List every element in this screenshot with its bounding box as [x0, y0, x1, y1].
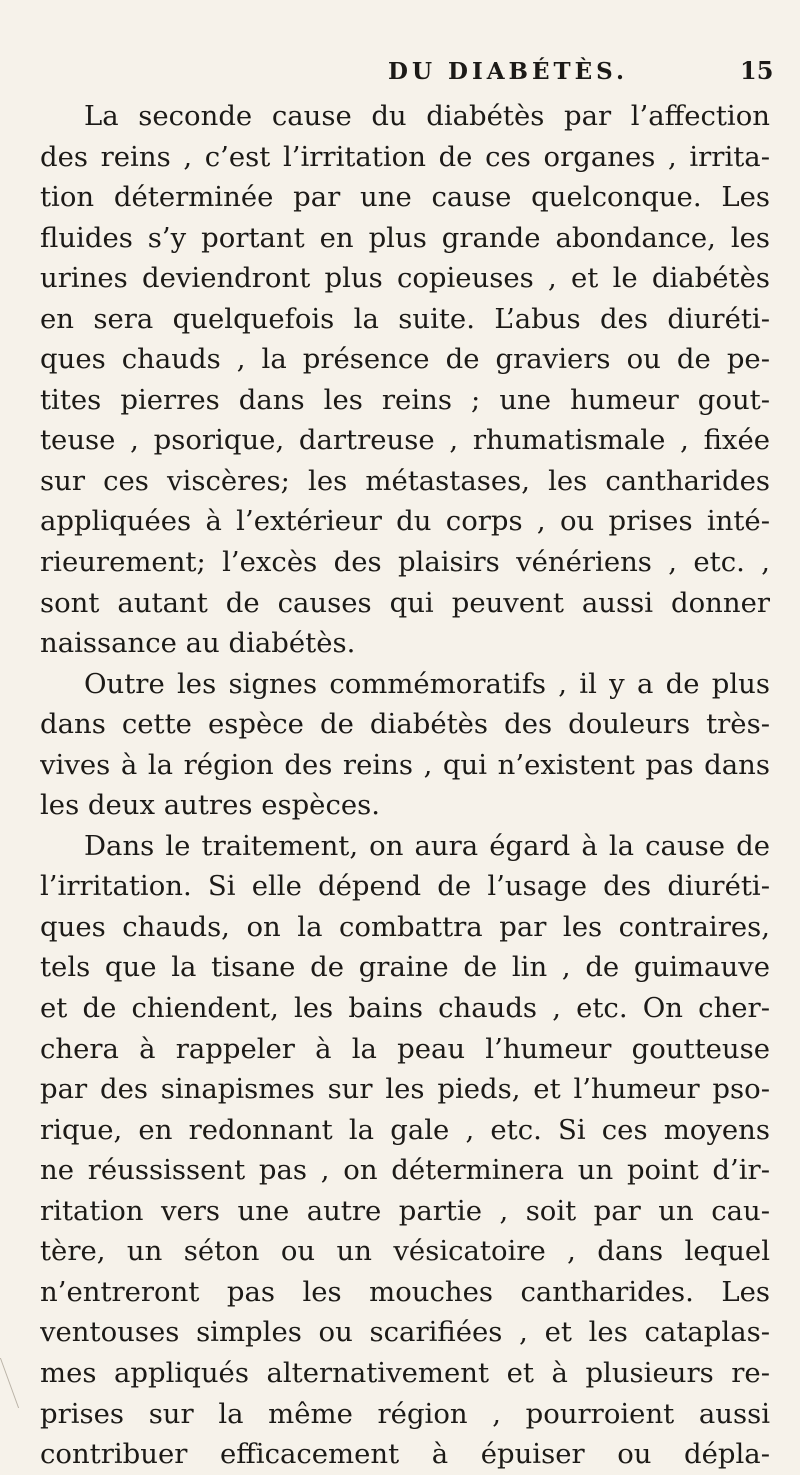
- body-text: [40, 96, 770, 1475]
- text-line: dans cette espèce de diabétès des douleurs très-: [40, 708, 770, 741]
- text-line: vives à la région des reins , qui n’existent pas dans: [40, 748, 770, 781]
- text-line: par des sinapismes sur les pieds, et l’humeur pso-: [40, 1073, 770, 1106]
- text-line: ne réussissent pas , on déterminera un point d’ir-: [40, 1154, 770, 1187]
- text-line: naissance au diabétès.: [40, 627, 356, 660]
- text-line: ritation vers une autre partie , soit par un cau-: [40, 1194, 770, 1227]
- text-line: mes appliqués alternativement et à plusieurs re-: [40, 1356, 770, 1389]
- text-line: ventouses simples ou scarifiées , et les cataplas-: [40, 1316, 770, 1349]
- text-line: appliquées à l’extérieur du corps , ou prises inté-: [40, 505, 770, 538]
- text-line: fluides s’y portant en plus grande abondance, les: [40, 221, 770, 254]
- text-line: La seconde cause du diabétès par l’affection: [84, 100, 770, 132]
- text-line: ques chauds , la présence de graviers ou de pe-: [40, 343, 770, 376]
- text-line: Dans le traitement, on aura égard à la cause de: [84, 829, 770, 862]
- text-line: tère, un séton ou un vésicatoire , dans lequel: [40, 1235, 770, 1268]
- text-line: teuse , psorique, dartreuse , rhumatismale , fixée: [40, 424, 770, 457]
- text-line: contribuer efficacement à épuiser ou dépla-: [40, 1438, 770, 1471]
- text-line: ques chauds, on la combattra par les contraires,: [40, 910, 770, 943]
- text-line: urines deviendront plus copieuses , et le diabétès: [40, 262, 770, 295]
- text-line: rique, en redonnant la gale , etc. Si ces moyens: [40, 1113, 770, 1146]
- text-line: en sera quelquefois la suite. L’abus des diuréti-: [40, 302, 770, 335]
- paper-fold-mark: [0, 1358, 33, 1408]
- text-line: prises sur la même région , pourroient aussi: [40, 1397, 770, 1430]
- text-line: sur ces viscères; les métastases, les cantharides: [40, 464, 770, 497]
- running-title: DU DIABÉTÈS.: [388, 58, 628, 85]
- text-line: tion déterminée par une cause quelconque. Les: [40, 181, 770, 214]
- text-line: sont autant de causes qui peuvent aussi donner: [40, 586, 770, 619]
- text-line: tites pierres dans les reins ; une humeur gout-: [40, 383, 770, 416]
- text-line: Outre les signes commémoratifs , il y a de plus: [84, 667, 770, 700]
- text-line: rieurement; l’excès des plaisirs vénériens , etc. ,: [40, 546, 770, 579]
- text-line: des reins , c’est l’irritation de ces organes , irrita-: [40, 140, 770, 173]
- text-line: et de chiendent, les bains chauds , etc. On cher-: [40, 992, 770, 1025]
- text-line: les deux autres espèces.: [40, 789, 380, 822]
- page-number: 15: [740, 56, 774, 85]
- text-line: tels que la tisane de graine de lin , de guimauve: [40, 951, 770, 984]
- text-line: chera à rappeler à la peau l’humeur goutteuse: [40, 1032, 770, 1065]
- text-line: n’entreront pas les mouches cantharides. Les: [40, 1275, 770, 1308]
- text-line: l’irritation. Si elle dépend de l’usage des diuréti-: [40, 870, 770, 903]
